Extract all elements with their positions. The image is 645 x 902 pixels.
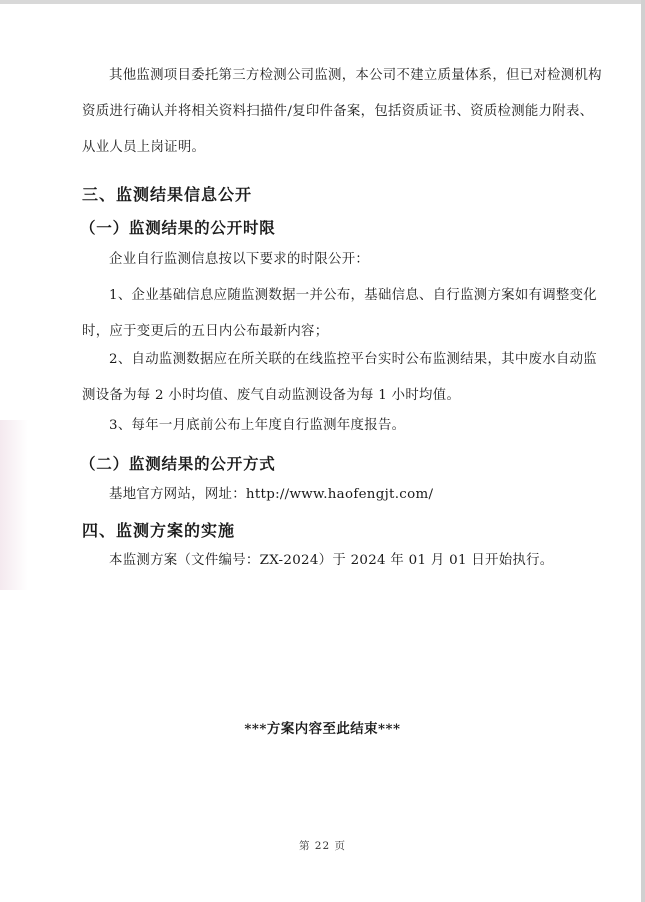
scan-edge-right (641, 0, 645, 902)
list-item-1: 1、企业基础信息应随监测数据一并公布，基础信息、自行监测方案如有调整变化时，应于变更后的五日内公布最新内容； (82, 288, 597, 339)
scan-edge-shadow (0, 420, 28, 590)
section-heading-3: 三、监测结果信息公开 (82, 185, 253, 204)
paragraph-intro: 其他监测项目委托第三方检测公司监测，本公司不建立质量体系，但已对检测机构资质进行确认并将相关资料扫描件/复印件备案，包括资质证书、资质检测能力附表、从业人员上岗证明。 (82, 68, 602, 155)
scan-edge-top (0, 0, 645, 4)
paragraph-website: 基地官方网站，网址：http://www.haofengjt.com/ (109, 487, 434, 502)
list-item-2: 2、自动监测数据应在所关联的在线监控平台实时公布监测结果，其中废水自动监测设备为每 2 小时均值、废气自动监测设备为每 1 小时均值。 (82, 352, 597, 403)
end-note: ***方案内容至此结束*** (244, 721, 401, 737)
page-number: 第 22 页 (298, 840, 347, 852)
paragraph-timelimit-intro: 企业自行监测信息按以下要求的时限公开： (109, 252, 370, 267)
subsection-heading-1: （一）监测结果的公开时限 (80, 219, 276, 237)
section-heading-4: 四、监测方案的实施 (82, 521, 236, 540)
paragraph-implement: 本监测方案（文件编号：ZX-2024）于 2024 年 01 月 01 日开始执行。 (109, 553, 554, 568)
subsection-heading-2: （二）监测结果的公开方式 (80, 455, 276, 473)
list-item-3: 3、每年一月底前公布上年度自行监测年度报告。 (109, 418, 406, 433)
